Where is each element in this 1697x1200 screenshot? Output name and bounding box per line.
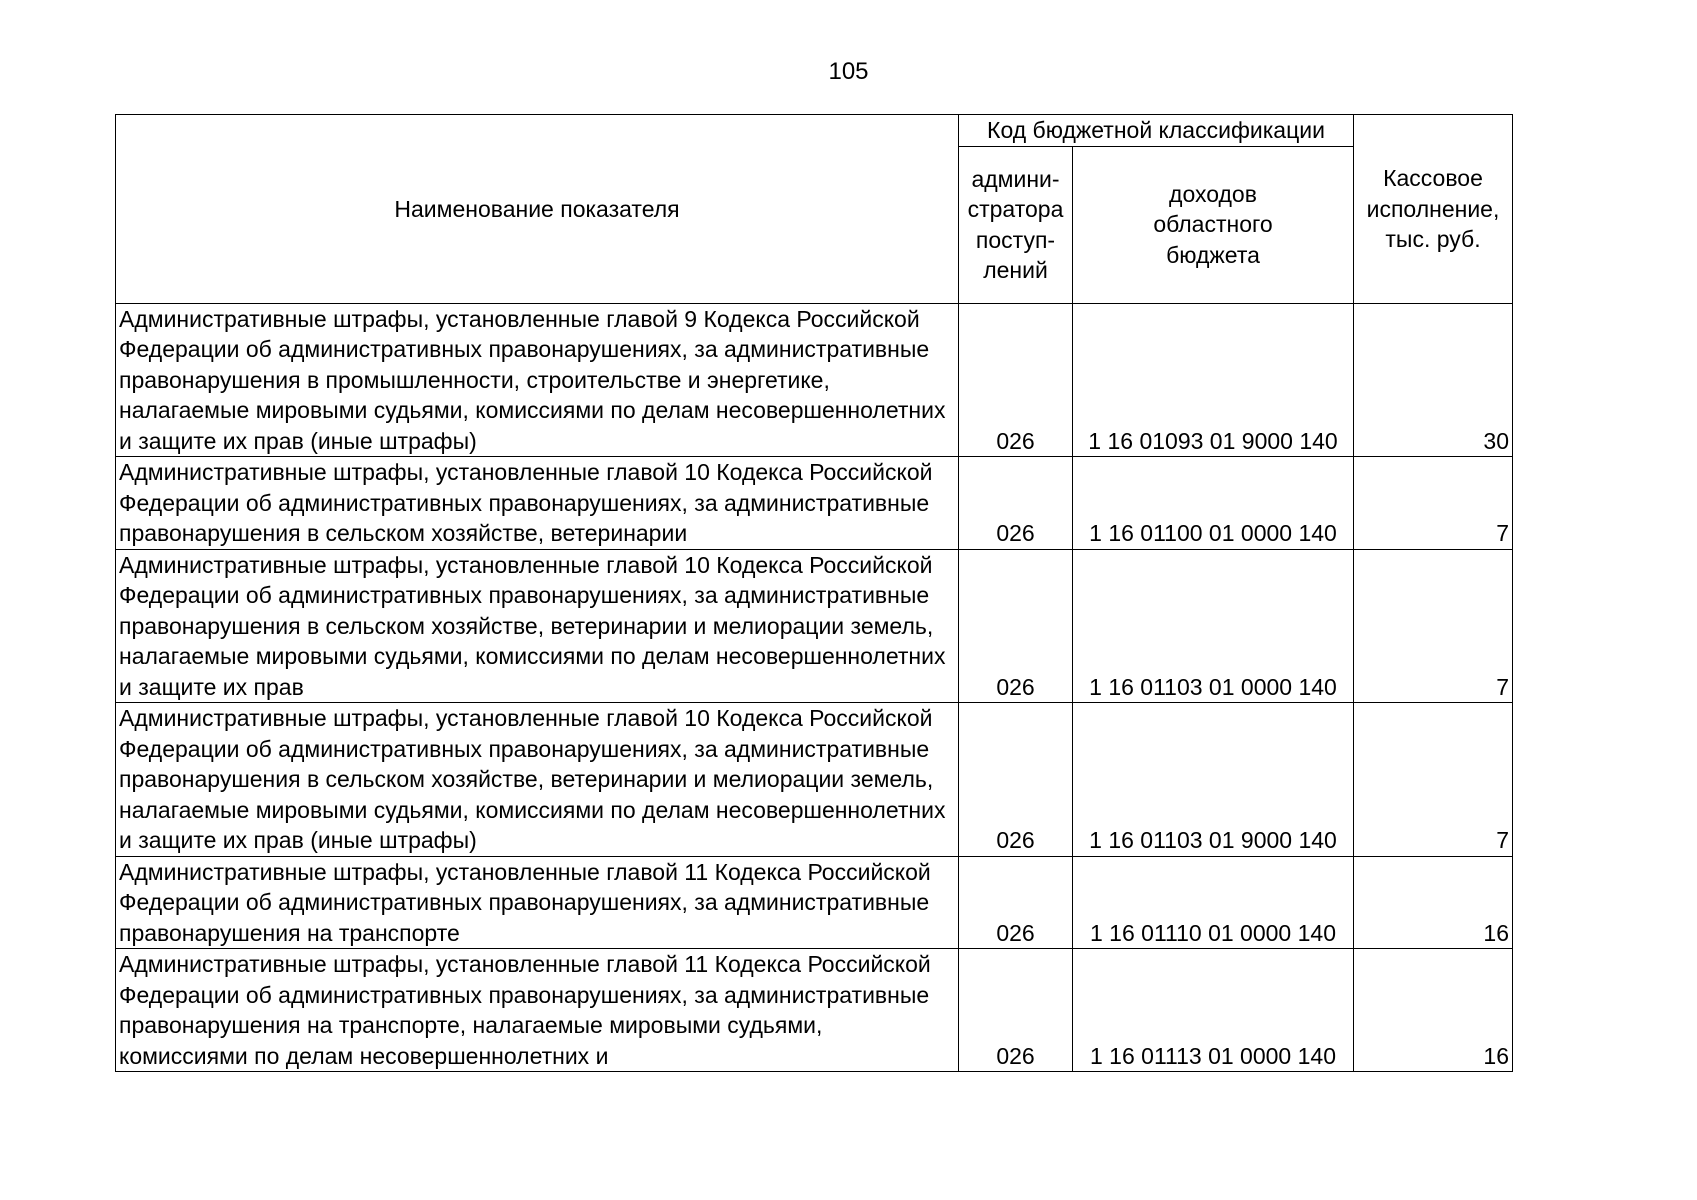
indicator-name-cell: Административные штрафы, установленные главой 10 Кодекса Российской Федерации об административных правонарушениях, за административные правонарушения в сельском хозяйстве, ветеринарии [116, 457, 959, 550]
income-code-cell: 1 16 01100 01 0000 140 [1073, 457, 1354, 550]
cash-amount-cell: 7 [1354, 457, 1513, 550]
table-row [116, 949, 1513, 1072]
administrator-code-cell: 026 [959, 303, 1073, 457]
cash-amount-cell: 7 [1354, 703, 1513, 857]
table-row [116, 549, 1513, 703]
income-code-cell: 1 16 01103 01 9000 140 [1073, 703, 1354, 857]
budget-revenue-table [115, 114, 1513, 1072]
cash-amount-cell: 7 [1354, 549, 1513, 703]
indicator-name-cell: Административные штрафы, установленные главой 11 Кодекса Российской Федерации об административных правонарушениях, за административные правонарушения на транспорте [116, 856, 959, 949]
income-code-cell: 1 16 01093 01 9000 140 [1073, 303, 1354, 457]
table-row [116, 457, 1513, 550]
cash-amount-cell: 16 [1354, 856, 1513, 949]
indicator-name-cell: Административные штрафы, установленные главой 9 Кодекса Российской Федерации об административных правонарушениях, за административные правонарушения в промышленности, строительстве и энергетике, налагаемые мировыми судьями, комиссиями по делам несовершеннолетних и защите их прав (иные штрафы) [116, 303, 959, 457]
header-cash-execution: Кассовое исполнение, тыс. руб. [1354, 115, 1513, 304]
administrator-code-cell: 026 [959, 549, 1073, 703]
header-revenue-administrator: админи- стратора поступ- лений [959, 146, 1073, 303]
administrator-code-cell: 026 [959, 856, 1073, 949]
header-indicator-name: Наименование показателя [116, 115, 959, 304]
income-code-cell: 1 16 01113 01 0000 140 [1073, 949, 1354, 1072]
cash-amount-cell: 16 [1354, 949, 1513, 1072]
header-budget-classification-code: Код бюджетной классификации [959, 115, 1354, 147]
indicator-name-cell: Административные штрафы, установленные главой 11 Кодекса Российской Федерации об административных правонарушениях, за административные правонарушения на транспорте, налагаемые мировыми судьями, комиссиями по делам несовершеннолетних и [116, 949, 959, 1072]
page-number: 105 [828, 58, 869, 85]
administrator-code-cell: 026 [959, 457, 1073, 550]
table-header [116, 115, 1513, 304]
table-body [116, 303, 1513, 1072]
indicator-name-cell: Административные штрафы, установленные главой 10 Кодекса Российской Федерации об административных правонарушениях, за административные правонарушения в сельском хозяйстве, ветеринарии и мелиорации земель, налагаемые мировыми судьями, комиссиями по делам несовершеннолетних и защите их прав [116, 549, 959, 703]
administrator-code-cell: 026 [959, 703, 1073, 857]
administrator-code-cell: 026 [959, 949, 1073, 1072]
table-row [116, 703, 1513, 857]
header-regional-budget-income: доходов областного бюджета [1073, 146, 1354, 303]
cash-amount-cell: 30 [1354, 303, 1513, 457]
indicator-name-cell: Административные штрафы, установленные главой 10 Кодекса Российской Федерации об административных правонарушениях, за административные правонарушения в сельском хозяйстве, ветеринарии и мелиорации земель, налагаемые мировыми судьями, комиссиями по делам несовершеннолетних и защите их прав (иные штрафы) [116, 703, 959, 857]
table-row [116, 303, 1513, 457]
income-code-cell: 1 16 01103 01 0000 140 [1073, 549, 1354, 703]
table-row [116, 856, 1513, 949]
income-code-cell: 1 16 01110 01 0000 140 [1073, 856, 1354, 949]
